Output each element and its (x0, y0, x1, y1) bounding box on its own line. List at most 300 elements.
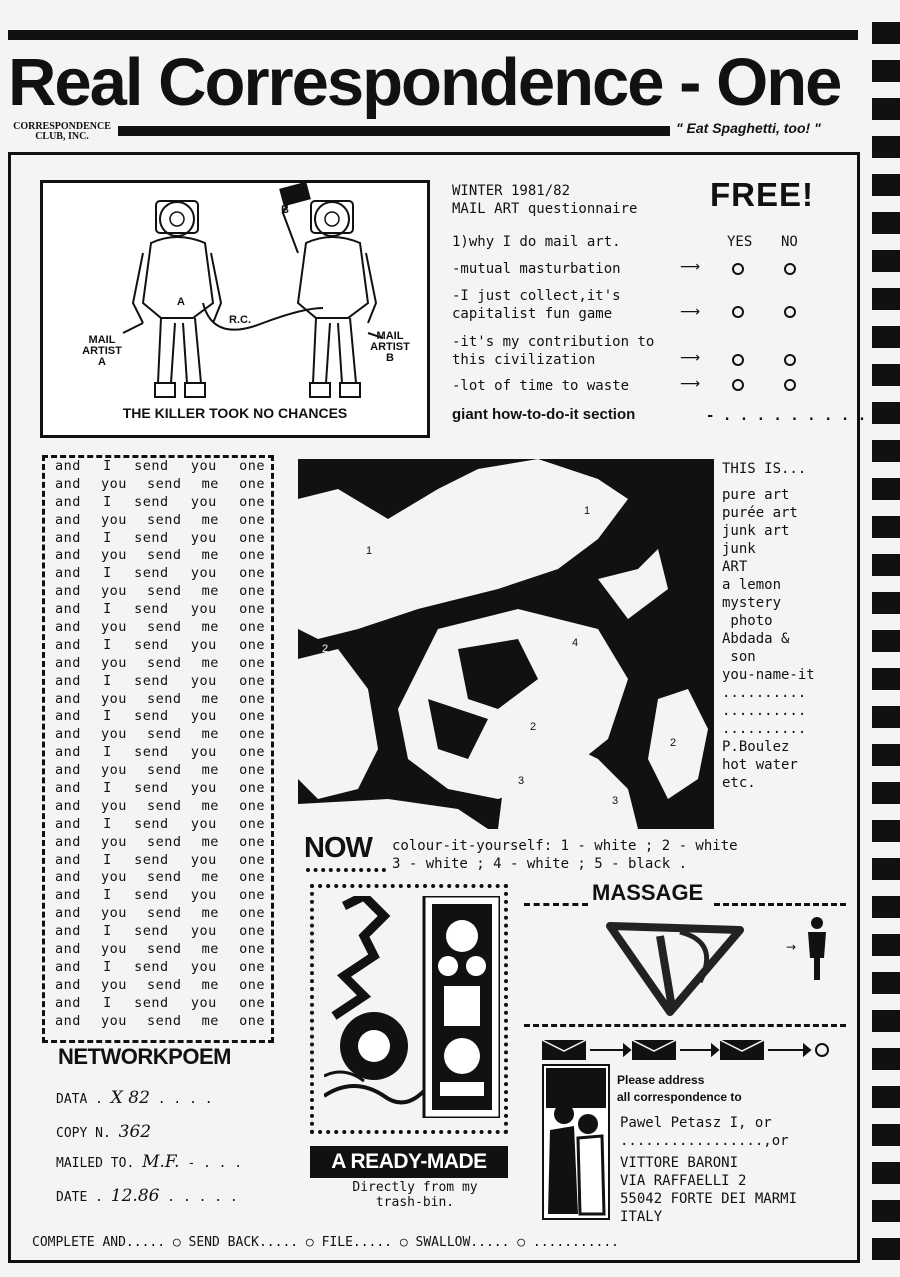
binding-ring (872, 858, 900, 880)
poem-line (45, 780, 271, 798)
poem-word: one (239, 923, 265, 940)
poem-word: one (239, 475, 265, 492)
poem-word: send (147, 976, 182, 993)
poem-line (45, 762, 271, 780)
poem-word: and (55, 851, 81, 868)
this-is-item: a lemon (722, 577, 782, 593)
binding-ring (872, 174, 900, 196)
poem-word: you (190, 780, 217, 797)
poem-word: me (201, 690, 219, 707)
option-2: -I just collect,it's capitalist fun game (452, 288, 621, 322)
binding-ring (872, 60, 900, 82)
option-3-yes-radio[interactable] (732, 354, 744, 366)
binding-ring (872, 326, 900, 348)
poem-word: send (147, 941, 182, 958)
arrow-icon: ⟶ (680, 259, 701, 275)
ready-made-panel (310, 884, 508, 1210)
poem-line (45, 583, 271, 601)
poem-word: one (239, 780, 265, 797)
poem-word: me (201, 1012, 219, 1029)
binding-ring (872, 212, 900, 234)
poem-word: you (101, 1012, 127, 1029)
binding-ring (872, 592, 900, 614)
option-1-yes-radio[interactable] (732, 263, 744, 275)
poem-line (45, 619, 271, 637)
massage-title: MASSAGE (592, 880, 704, 905)
poem-word: I (103, 958, 112, 975)
poem-word: send (134, 708, 169, 725)
poem-word: one (239, 833, 265, 850)
poem-line (45, 494, 271, 512)
poem-word: send (134, 851, 169, 868)
address-illustration (542, 1064, 610, 1220)
poem-word: you (190, 887, 217, 904)
poem-word: you (190, 958, 217, 975)
poem-line (45, 458, 271, 476)
ready-made-caption: Directly from my trash-bin. (352, 1180, 478, 1210)
region-number: 2 (322, 643, 329, 655)
poem-word: me (201, 654, 219, 671)
person-icon (804, 916, 830, 982)
poem-word: I (103, 708, 112, 725)
poem-word: one (239, 619, 265, 636)
poem-word: one (239, 869, 265, 886)
poem-word: me (201, 905, 219, 922)
poem-word: and (55, 547, 81, 564)
poem-word: one (239, 458, 265, 474)
binding-ring (872, 1010, 900, 1032)
poem-word: I (103, 744, 112, 761)
label-rc: R.C. (229, 314, 251, 326)
poem-word: send (134, 601, 169, 618)
poem-word: I (103, 601, 112, 618)
binding-ring (872, 820, 900, 842)
arrow-icon: ⟶ (680, 304, 701, 320)
spiral-binding (872, 0, 900, 1277)
poem-word: and (55, 690, 81, 707)
poem-line (45, 977, 271, 995)
page-title: Real Correspondence - One (8, 45, 841, 120)
poem-word: I (103, 780, 112, 797)
poem-word: send (134, 744, 169, 761)
crayon-scribble (600, 912, 750, 1020)
poem-word: and (55, 565, 81, 582)
poem-line (45, 834, 271, 852)
binding-ring (872, 98, 900, 120)
poem-word: send (147, 475, 182, 492)
poem-word: send (147, 833, 182, 850)
free-label: FREE! (710, 176, 814, 213)
poem-line (45, 601, 271, 619)
arrow-icon: ⟶ (680, 376, 701, 392)
field-dots: . . . . . (167, 1190, 238, 1205)
binding-ring (872, 706, 900, 728)
massage-dash-bottom (524, 1024, 846, 1027)
poem-word: and (55, 493, 81, 510)
poem-word: you (101, 869, 127, 886)
address-line: .................,or (620, 1133, 789, 1149)
region-number: 1 (366, 545, 373, 557)
poem-word: you (101, 797, 127, 814)
poem-line (45, 565, 271, 583)
slogan: " Eat Spaghetti, too! " (676, 120, 821, 136)
poem-word: you (190, 851, 217, 868)
binding-ring (872, 972, 900, 994)
region-number: 3 (388, 759, 395, 771)
binding-ring (872, 744, 900, 766)
poem-word: and (55, 619, 81, 636)
this-is-heading: THIS IS... (722, 461, 807, 477)
region-number: 3 (518, 775, 525, 787)
poem-word: send (147, 547, 182, 564)
poem-line (45, 708, 271, 726)
poem-word: and (55, 797, 81, 814)
poem-word: one (239, 905, 265, 922)
astronauts-illustration (43, 183, 427, 435)
poem-word: and (55, 869, 81, 886)
option-2-no-radio[interactable] (784, 306, 796, 318)
poem-word: and (55, 475, 81, 492)
networkpoem-title: NETWORKPOEM (58, 1044, 231, 1069)
binding-ring (872, 22, 900, 44)
binding-ring (872, 288, 900, 310)
question-text: 1)why I do mail art. (452, 234, 621, 250)
this-is-item: junk art (722, 523, 790, 539)
poem-word: you (101, 941, 127, 958)
binding-ring (872, 934, 900, 956)
poem-word: I (103, 493, 112, 510)
option-4-yes-radio[interactable] (732, 379, 744, 391)
yes-header: YES (727, 234, 753, 250)
poem-word: you (101, 762, 127, 779)
poem-word: send (134, 958, 169, 975)
poem-word: you (101, 475, 127, 492)
poem-word: me (201, 511, 219, 528)
region-number: 2 (670, 737, 677, 749)
poem-word: you (190, 744, 217, 761)
questionnaire-heading: WINTER 1981/82 MAIL ART questionnaire (452, 183, 638, 217)
this-is-item: junk (722, 541, 756, 557)
poem-word: send (147, 619, 182, 636)
poem-word: and (55, 958, 81, 975)
this-is-item: purée art (722, 505, 798, 521)
poem-word: one (239, 762, 265, 779)
address-block (620, 1114, 797, 1226)
poem-word: and (55, 762, 81, 779)
poem-word: me (201, 726, 219, 743)
poem-word: and (55, 654, 81, 671)
poem-line (45, 852, 271, 870)
poem-line (45, 869, 271, 887)
poem-word: and (55, 994, 81, 1011)
poem-word: I (103, 994, 112, 1011)
envelope-chain (540, 1038, 840, 1062)
poem-word: I (103, 815, 112, 832)
poem-word: one (239, 815, 265, 832)
poem-word: and (55, 529, 81, 546)
poem-word: and (55, 887, 81, 904)
poem-word: one (239, 672, 265, 689)
howto-dots: - . . . . . . . . . . (706, 408, 884, 424)
poem-word: send (147, 1012, 182, 1029)
form-field-copy (56, 1122, 151, 1142)
poem-word: one (239, 601, 265, 618)
poem-word: send (147, 654, 182, 671)
no-header: NO (781, 234, 798, 250)
poem-line (45, 655, 271, 673)
poem-word: and (55, 726, 81, 743)
address-line: VIA RAFFAELLI 2 (620, 1173, 747, 1189)
comic-panel (40, 180, 430, 438)
this-is-list (722, 460, 862, 792)
poem-word: one (239, 797, 265, 814)
field-label: MAILED TO. (56, 1156, 135, 1171)
address-line: ITALY (620, 1209, 663, 1225)
poem-word: one (239, 994, 265, 1011)
field-label: COPY N. (56, 1126, 111, 1141)
poem-word: me (201, 762, 219, 779)
binding-ring (872, 1124, 900, 1146)
address-line: 55042 FORTE DEI MARMI (620, 1191, 798, 1207)
poem-word: and (55, 636, 81, 653)
option-4-no-radio[interactable] (784, 379, 796, 391)
poem-word: you (190, 601, 217, 618)
poem-word: you (190, 708, 217, 725)
poem-word: me (201, 619, 219, 636)
poem-word: one (239, 565, 265, 582)
poem-word: send (147, 726, 182, 743)
tag-b: B (281, 204, 289, 216)
collage-image (324, 896, 500, 1118)
poem-word: and (55, 923, 81, 940)
poem-line (45, 512, 271, 530)
label-mail-artist-b: MAIL ARTIST B (370, 330, 410, 364)
now-underline (306, 868, 386, 876)
address-line: VITTORE BARONI (620, 1155, 739, 1171)
poem-line (45, 547, 271, 565)
poem-word: send (134, 994, 169, 1011)
poem-word: I (103, 529, 112, 546)
binding-ring (872, 478, 900, 500)
poem-word: one (239, 976, 265, 993)
this-is-item: P.Boulez (722, 739, 790, 755)
this-is-item: Abdada & (722, 631, 790, 647)
massage-dash-left (524, 903, 588, 906)
poem-word: send (134, 780, 169, 797)
poem-word: one (239, 708, 265, 725)
poem-word: you (101, 905, 127, 922)
option-3-no-radio[interactable] (784, 354, 796, 366)
this-is-item: .......... (722, 721, 807, 737)
poem-word: I (103, 672, 112, 689)
poem-line (45, 959, 271, 977)
address-heading: Please address all correspondence to (617, 1073, 742, 1104)
poem-word: send (134, 565, 169, 582)
poem-word: send (134, 887, 169, 904)
poem-word: and (55, 583, 81, 600)
poem-word: send (147, 583, 182, 600)
poem-word: send (147, 797, 182, 814)
option-3: -it's my contribution to this civilization (452, 334, 655, 368)
poem-line (45, 637, 271, 655)
poem-box (42, 455, 274, 1043)
address-line: Pawel Petasz I, or (620, 1115, 772, 1131)
poem-word: I (103, 887, 112, 904)
binding-ring (872, 1162, 900, 1184)
poem-word: you (190, 994, 217, 1011)
club-name: CORRESPONDENCE CLUB, INC. (13, 121, 111, 142)
header-rule-bottom (118, 126, 670, 136)
comic-caption: THE KILLER TOOK NO CHANCES (122, 405, 348, 421)
poem-word: one (239, 887, 265, 904)
poem-word: send (147, 511, 182, 528)
poem-word: I (103, 636, 112, 653)
poem-word: me (201, 976, 219, 993)
poem-line (45, 798, 271, 816)
footer-instructions: COMPLETE AND..... ○ SEND BACK..... ○ FILE..... ○ SWALLOW..... ○ ........... (32, 1235, 619, 1250)
poem-word: me (201, 941, 219, 958)
poem-word: me (201, 475, 219, 492)
poem-word: one (239, 547, 265, 564)
poem-line (45, 816, 271, 834)
option-1-no-radio[interactable] (784, 263, 796, 275)
poem-word: and (55, 941, 81, 958)
poem-word: you (101, 976, 127, 993)
option-1: -mutual masturbation (452, 261, 621, 277)
binding-ring (872, 554, 900, 576)
binding-ring (872, 440, 900, 462)
region-number: 3 (612, 795, 619, 807)
poem-word: send (134, 672, 169, 689)
binding-ring (872, 1238, 900, 1260)
poem-word: one (239, 851, 265, 868)
poem-word: send (134, 458, 169, 474)
this-is-item: mystery (722, 595, 782, 611)
poem-word: one (239, 511, 265, 528)
poem-line (45, 476, 271, 494)
poem-word: send (134, 636, 169, 653)
option-2-yes-radio[interactable] (732, 306, 744, 318)
poem-word: and (55, 905, 81, 922)
field-label: DATA . (56, 1092, 103, 1107)
binding-ring (872, 1048, 900, 1070)
binding-ring (872, 782, 900, 804)
poem-word: one (239, 726, 265, 743)
binding-ring (872, 250, 900, 272)
poem-word: one (239, 744, 265, 761)
poem-word: you (101, 690, 127, 707)
arrow-icon: ⟶ (680, 350, 701, 366)
poem-word: send (134, 529, 169, 546)
poem-word: one (239, 1012, 265, 1029)
poem-word: and (55, 601, 81, 618)
arrow-icon: → (786, 940, 797, 954)
poem-line (45, 530, 271, 548)
binding-ring (872, 668, 900, 690)
poem-line (45, 923, 271, 941)
poem-word: you (190, 493, 217, 510)
poem-word: me (201, 833, 219, 850)
poem-line (45, 744, 271, 762)
colour-line-1: colour-it-yourself: 1 - white ; 2 - white (392, 838, 738, 854)
poem-word: you (101, 726, 127, 743)
poem-word: one (239, 958, 265, 975)
this-is-item: hot water (722, 757, 798, 773)
binding-ring (872, 630, 900, 652)
poem-line (45, 887, 271, 905)
field-value: 362 (118, 1122, 152, 1142)
binding-ring (872, 516, 900, 538)
poem-word: one (239, 654, 265, 671)
field-value: X 82 (110, 1088, 150, 1108)
this-is-item: ART (722, 559, 748, 575)
poem-word: you (190, 672, 217, 689)
poem-word: me (201, 547, 219, 564)
poem-word: one (239, 493, 265, 510)
poem-word: send (147, 690, 182, 707)
poem-word: and (55, 672, 81, 689)
option-4: -lot of time to waste (452, 378, 630, 394)
poem-word: one (239, 583, 265, 600)
this-is-item: pure art (722, 487, 790, 503)
binding-ring (872, 364, 900, 386)
poem-word: I (103, 923, 112, 940)
colour-line-2: 3 - white ; 4 - white ; 5 - black . (392, 856, 688, 872)
poem-word: you (101, 511, 127, 528)
poem-line (45, 726, 271, 744)
poem-word: I (103, 851, 112, 868)
form-field-mailed (56, 1152, 242, 1172)
binding-ring (872, 896, 900, 918)
poem-word: you (101, 654, 127, 671)
poem-word: and (55, 780, 81, 797)
binding-ring (872, 1086, 900, 1108)
mystery-photo (298, 459, 714, 829)
poem-word: and (55, 458, 81, 474)
poem-word: me (201, 869, 219, 886)
region-number: 2 (530, 721, 537, 733)
poem-line (45, 905, 271, 923)
poem-word: one (239, 636, 265, 653)
poem-line (45, 995, 271, 1013)
poem-word: I (103, 458, 112, 474)
poem-line (45, 673, 271, 691)
poem-word: send (147, 869, 182, 886)
form-field-date (56, 1186, 238, 1206)
poem-word: one (239, 529, 265, 546)
this-is-item: son (722, 649, 756, 665)
form-field-data (56, 1088, 213, 1108)
poem-word: and (55, 744, 81, 761)
region-number: 4 (572, 637, 579, 649)
poem-word: and (55, 815, 81, 832)
poem-word: and (55, 833, 81, 850)
binding-ring (872, 1200, 900, 1222)
poem-line (45, 1013, 271, 1031)
poem-word: and (55, 511, 81, 528)
poem-word: you (190, 815, 217, 832)
poem-word: you (190, 565, 217, 582)
poem-word: send (147, 762, 182, 779)
poem-word: you (101, 583, 127, 600)
ready-made-banner: A READY-MADE (310, 1146, 508, 1178)
poem-word: one (239, 941, 265, 958)
poem-word: send (134, 923, 169, 940)
now-label: NOW (304, 832, 372, 864)
field-label: DATE . (56, 1190, 103, 1205)
poem-word: send (134, 493, 169, 510)
poem-word: you (190, 529, 217, 546)
